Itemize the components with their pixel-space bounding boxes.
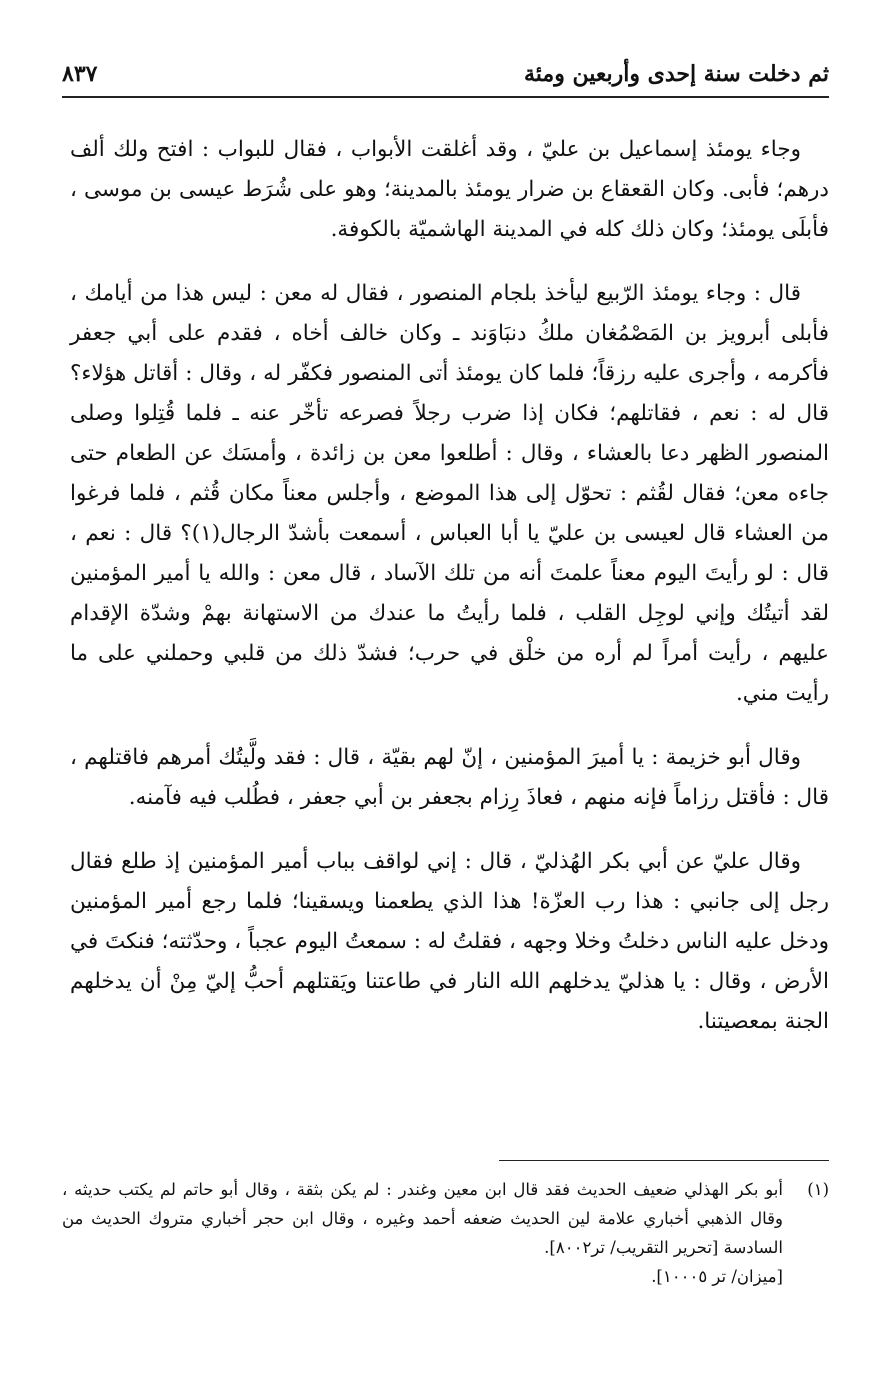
running-title: ثم دخلت سنة إحدى وأربعين ومئة — [523, 61, 829, 87]
footnote-line: أبو بكر الهذلي ضعيف الحديث فقد قال ابن معين وغندر : لم يكن بثقة ، وقال أبو حاتم لم يكتب حديثه ، وقال الذهبي أخباري علامة لين الحديث ضعفه أحمد وغيره ، وقال ابن حجر أخباري متروك الحديث من السادسة [تحرير التقريب/ تر٨٠٠٢]. — [62, 1180, 783, 1257]
footnotes — [62, 1175, 829, 1291]
paragraph-2: قال : وجاء يومئذ الرّبيع ليأخذ بلجام المنصور ، فقال له معن : ليس هذا من أيامك ، فأبلى أبرويز بن المَصْمُغان ملكُ دنبَاوَند ـ وكان خالف أخاه ، فقدم على أبي جعفر فأكرمه ، وأجرى عليه رزقاً؛ فلما كان يومئذ أتى المنصور فكفّر له ، وقال : أقاتل هؤلاء؟ قال له : نعم ، فقاتلهم؛ فكان إذا ضرب رجلاً فصرعه تأخّر عنه ـ فلما قُتِلوا وصلى المنصور الظهر دعا بالعشاء ، وقال : أطلعوا معن بن زائدة ، وأمسَك عن الطعام حتى جاءه معن؛ فقال لقُثم : تحوّل إلى هذا الموضع ، وأجلس معناً مكان قُثم ، فلما فرغوا من العشاء قال لعيسى بن عليّ يا أبا العباس ، أسمعت بأشدّ الرجال(١)؟ قال : نعم ، قال : لو رأيتَ اليوم معناً علمتَ أنه من تلك الآساد ، قال معن : والله يا أمير المؤمنين لقد أتيتُك وإني لوجِل القلب ، فلما رأيتُ ما عندك من الاستهانة بهمْ وشدّة الإقدام عليهم ، رأيت أمراً لم أره من خلْق في حرب؛ فشدّ ذلك من قلبي وحملني على ما رأيت مني. — [70, 281, 829, 706]
footnote-number: (١) — [807, 1180, 829, 1199]
page-header — [62, 52, 829, 98]
paragraph-4: وقال عليّ عن أبي بكر الهُذليّ ، قال : إني لواقف بباب أمير المؤمنين إذ طلع فقال رجل إلى جانبي : هذا رب العزّة! هذا الذي يطعمنا ويسقينا؛ فلما رجع أمير المؤمنين ودخل عليه الناس دخلتُ وخلا وجهه ، فقلتُ له : سمعتُ اليوم عجباً ، وحدّثته؛ فنكتَ في الأرض ، وقال : يا هذليّ يدخلهم الله النار في طاعتنا ويَقتلهم أحبُّ إليّ مِنْ أن يدخلهم الجنة بمعصيتنا. — [70, 849, 829, 1034]
footnote-line: [ميزان/ تر ١٠٠٠٥]. — [651, 1267, 783, 1286]
footnote-text — [62, 1175, 783, 1291]
paragraph-1: وجاء يومئذ إسماعيل بن عليّ ، وقد أغلقت الأبواب ، فقال للبواب : افتح ولك ألف درهم؛ فأبى. وكان القعقاع بن ضرار يومئذ بالمدينة؛ وهو على شُرَط عيسى بن موسى ، فأبلَى يومئذ؛ وكان ذلك كله في المدينة الهاشميّة بالكوفة. — [70, 137, 829, 242]
main-text — [70, 130, 829, 1042]
paragraph-3: وقال أبو خزيمة : يا أميرَ المؤمنين ، إنّ لهم بقيّة ، قال : فقد ولَّيتُك أمرهم فاقتلهم ، قال : فأقتل رزاماً فإنه منهم ، فعاذَ رِزام بجعفر بن أبي جعفر ، فطُلب فيه فآمنه. — [70, 745, 829, 810]
page-number: ٨٣٧ — [62, 61, 98, 87]
footnote-1 — [62, 1175, 829, 1291]
footnote-divider — [499, 1160, 829, 1161]
